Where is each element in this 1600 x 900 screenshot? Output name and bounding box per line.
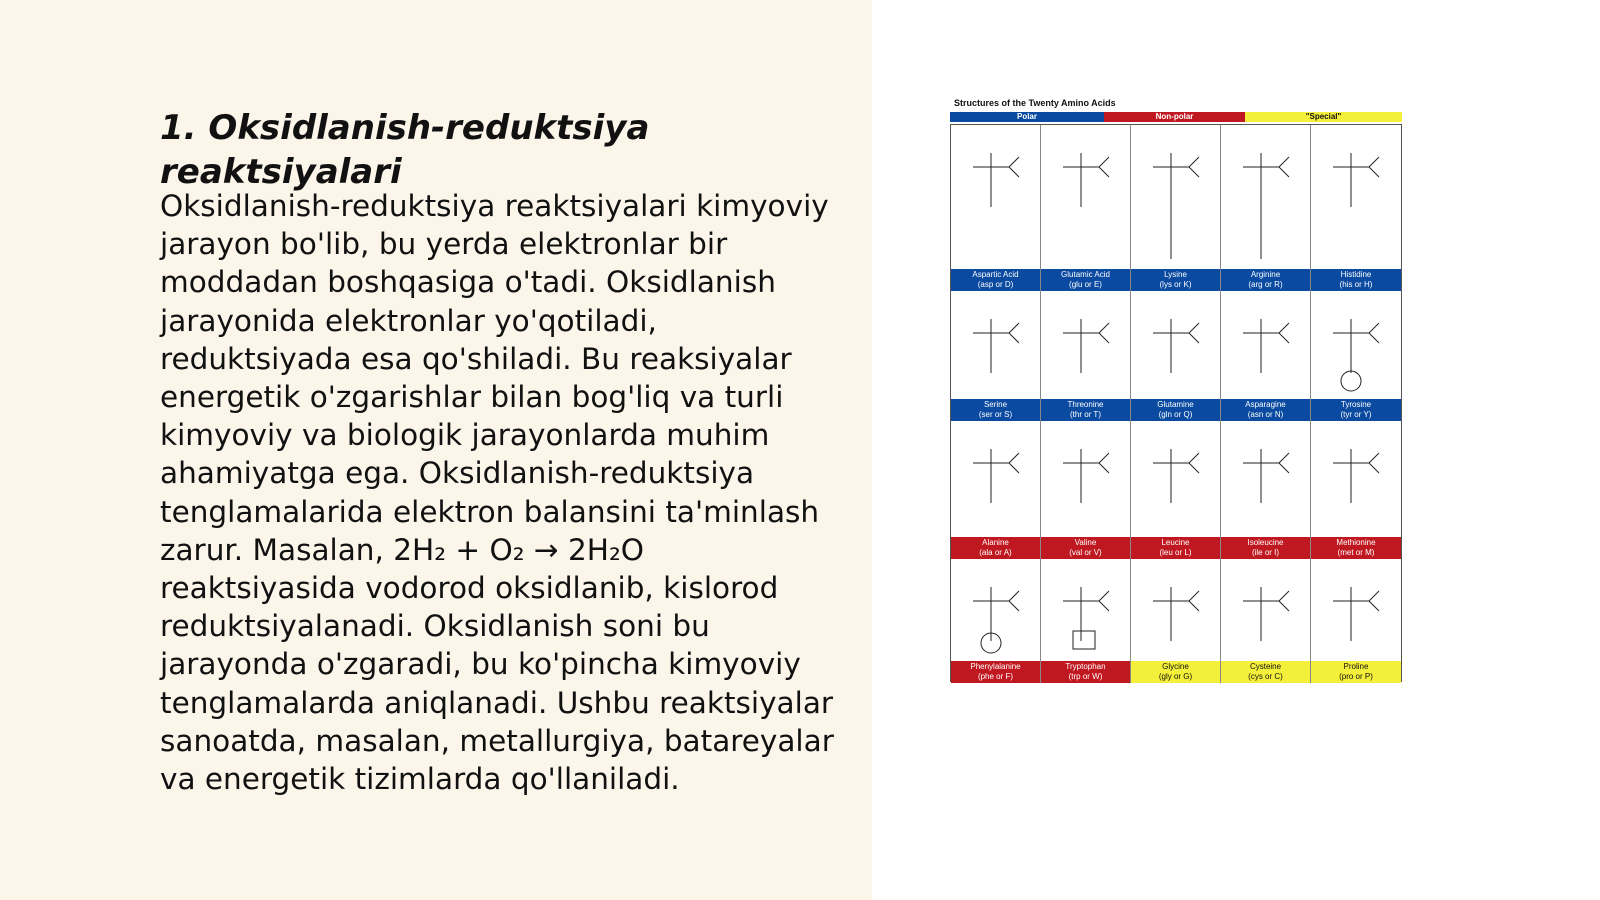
amino-acid-abbreviation: (glu or E) — [1069, 280, 1102, 289]
amino-acid-name: Serine — [983, 400, 1008, 409]
amino-acid-cell — [1311, 291, 1401, 421]
amino-acid-cell — [1311, 125, 1401, 291]
amino-acid-cell — [1041, 125, 1131, 291]
amino-acid-label — [1041, 399, 1130, 421]
amino-acid-abbreviation: (trp or W) — [1068, 672, 1103, 681]
amino-acid-label — [1221, 537, 1310, 559]
amino-acid-label — [951, 537, 1040, 559]
structure-diagram — [1041, 291, 1131, 399]
amino-acid-cell — [1041, 291, 1131, 421]
amino-acid-label — [1131, 537, 1220, 559]
amino-acid-name: Isoleucine — [1247, 538, 1284, 547]
structure-diagram — [1221, 421, 1311, 537]
amino-acid-label — [951, 269, 1040, 291]
amino-acid-name: Glutamine — [1157, 400, 1194, 409]
category-nonpolar-bar — [1104, 112, 1245, 122]
amino-acid-label — [1311, 537, 1401, 559]
structure-diagram — [1041, 559, 1131, 661]
slide-title: 1. Oksidlanish-reduktsiya reaktsiyalari — [160, 108, 650, 192]
amino-acid-abbreviation: (pro or P) — [1339, 672, 1373, 681]
amino-acid-cell — [1041, 559, 1131, 683]
structure-diagram — [1311, 559, 1401, 661]
amino-acid-name: Histidine — [1340, 270, 1372, 279]
amino-acid-label — [1041, 661, 1130, 683]
amino-acid-label — [1221, 661, 1310, 683]
structure-diagram — [1221, 125, 1311, 269]
amino-acid-name: Glutamic Acid — [1061, 270, 1110, 279]
amino-acid-abbreviation: (arg or R) — [1248, 280, 1283, 289]
category-polar-bar — [950, 112, 1104, 122]
amino-acid-name: Methionine — [1336, 538, 1376, 547]
amino-acid-abbreviation: (asp or D) — [977, 280, 1014, 289]
amino-acid-name: Proline — [1343, 662, 1369, 671]
amino-acid-abbreviation: (ala or A) — [979, 548, 1012, 557]
amino-acid-abbreviation: (phe or F) — [977, 672, 1014, 681]
amino-acid-cell — [951, 559, 1041, 683]
amino-acid-abbreviation: (leu or L) — [1159, 548, 1192, 557]
amino-acids-figure — [950, 97, 1402, 683]
category-nonpolar-label: Non-polar — [1155, 112, 1194, 121]
amino-acid-name: Cysteine — [1249, 662, 1282, 671]
amino-acid-name: Tryptophan — [1065, 662, 1106, 671]
amino-acid-label — [1311, 399, 1401, 421]
amino-acid-name: Lysine — [1164, 270, 1187, 279]
amino-acid-cell — [951, 125, 1041, 291]
structure-diagram — [1041, 421, 1131, 537]
structure-diagram — [1221, 291, 1311, 399]
amino-acid-label — [1221, 399, 1310, 421]
amino-acid-cell — [1311, 421, 1401, 559]
amino-acid-name: Alanine — [982, 538, 1009, 547]
amino-acid-name: Aspartic Acid — [972, 270, 1019, 279]
amino-acid-cell — [1041, 421, 1131, 559]
amino-acid-abbreviation: (lys or K) — [1159, 280, 1192, 289]
structure-diagram — [1131, 291, 1221, 399]
amino-acid-label — [1311, 661, 1401, 683]
amino-acid-name: Arginine — [1250, 270, 1281, 279]
amino-acid-cell — [1311, 559, 1401, 683]
amino-acid-name: Glycine — [1162, 662, 1189, 671]
amino-acid-label — [1131, 399, 1220, 421]
amino-acid-cell — [951, 291, 1041, 421]
amino-acid-label — [1311, 269, 1401, 291]
structure-diagram — [1311, 291, 1401, 399]
amino-acid-name: Asparagine — [1245, 400, 1286, 409]
amino-acid-abbreviation: (gln or Q) — [1158, 410, 1193, 419]
structure-diagram — [1131, 125, 1221, 269]
amino-acid-cell — [1221, 291, 1311, 421]
amino-acid-label — [1041, 269, 1130, 291]
amino-acid-cell — [1131, 291, 1221, 421]
amino-acid-cell — [1131, 421, 1221, 559]
amino-acid-name: Leucine — [1161, 538, 1190, 547]
amino-acid-cell — [951, 421, 1041, 559]
amino-acid-label — [1221, 269, 1310, 291]
amino-acid-abbreviation: (his or H) — [1339, 280, 1373, 289]
structure-diagram — [951, 421, 1041, 537]
amino-acid-abbreviation: (tyr or Y) — [1340, 410, 1372, 419]
amino-acid-grid — [950, 124, 1402, 682]
amino-acid-abbreviation: (ile or I) — [1251, 548, 1280, 557]
amino-acid-name: Phenylalanine — [970, 662, 1021, 671]
amino-acid-abbreviation: (cys or C) — [1248, 672, 1283, 681]
amino-acid-abbreviation: (asn or N) — [1247, 410, 1284, 419]
amino-acid-label — [1131, 269, 1220, 291]
category-polar-label: Polar — [1016, 112, 1037, 121]
amino-acid-abbreviation: (val or V) — [1069, 548, 1102, 557]
structure-diagram — [1131, 559, 1221, 661]
amino-acid-label — [951, 399, 1040, 421]
structure-diagram — [1041, 125, 1131, 269]
category-special-bar — [1245, 112, 1402, 122]
structure-diagram — [1311, 421, 1401, 537]
amino-acid-label — [1131, 661, 1220, 683]
structure-diagram — [1221, 559, 1311, 661]
amino-acid-cell — [1131, 559, 1221, 683]
amino-acid-cell — [1131, 125, 1221, 291]
amino-acid-label — [951, 661, 1040, 683]
amino-acid-name: Threonine — [1067, 400, 1104, 409]
structure-diagram — [951, 559, 1041, 661]
amino-acid-abbreviation: (ser or S) — [978, 410, 1013, 419]
amino-acid-label — [1041, 537, 1130, 559]
amino-acid-cell — [1221, 125, 1311, 291]
amino-acid-cell — [1221, 559, 1311, 683]
amino-acid-abbreviation: (met or M) — [1337, 548, 1375, 557]
amino-acid-name: Tyrosine — [1340, 400, 1372, 409]
amino-acid-abbreviation: (gly or G) — [1158, 672, 1193, 681]
category-special-label: "Special" — [1305, 112, 1342, 121]
structure-diagram — [1131, 421, 1221, 537]
structure-diagram — [951, 125, 1041, 269]
amino-acid-name: Valine — [1074, 538, 1097, 547]
amino-acid-cell — [1221, 421, 1311, 559]
structure-diagram — [951, 291, 1041, 399]
amino-acid-abbreviation: (thr or T) — [1070, 410, 1101, 419]
slide-body-text: Oksidlanish-reduktsiya reaktsiyalari kimyoviy jarayon bo'lib, bu yerda elektronlar bir moddadan boshqasiga o'tadi. Oksidlanish jarayonida elektronlar yo'qotiladi, reduktsiyada esa qo'shiladi. Bu reaksiyalar energetik o'zgarishlar bilan bog'liq va turli kimyoviy va biologik jarayonlarda muhim ahamiyatga ega. Oksidlanish-reduktsiya tenglamalarida elektron balansini ta'minlash zarur. Masalan, 2H₂ + O₂ → 2H₂O reaktsiyasida vodorod oksidlanib, kislorod reduktsiyalanadi. Oksidlanish soni bu jarayonda o'zgaradi, bu ko'pincha kimyoviy tenglamalarda aniqlanadi. Ushbu reaktsiyalar sanoatda, masalan, metallurgiya, batareyalar va energetik tizimlarda qo'llaniladi. — [160, 189, 834, 797]
structure-diagram — [1311, 125, 1401, 269]
figure-title: Structures of the Twenty Amino Acids — [954, 98, 1116, 108]
